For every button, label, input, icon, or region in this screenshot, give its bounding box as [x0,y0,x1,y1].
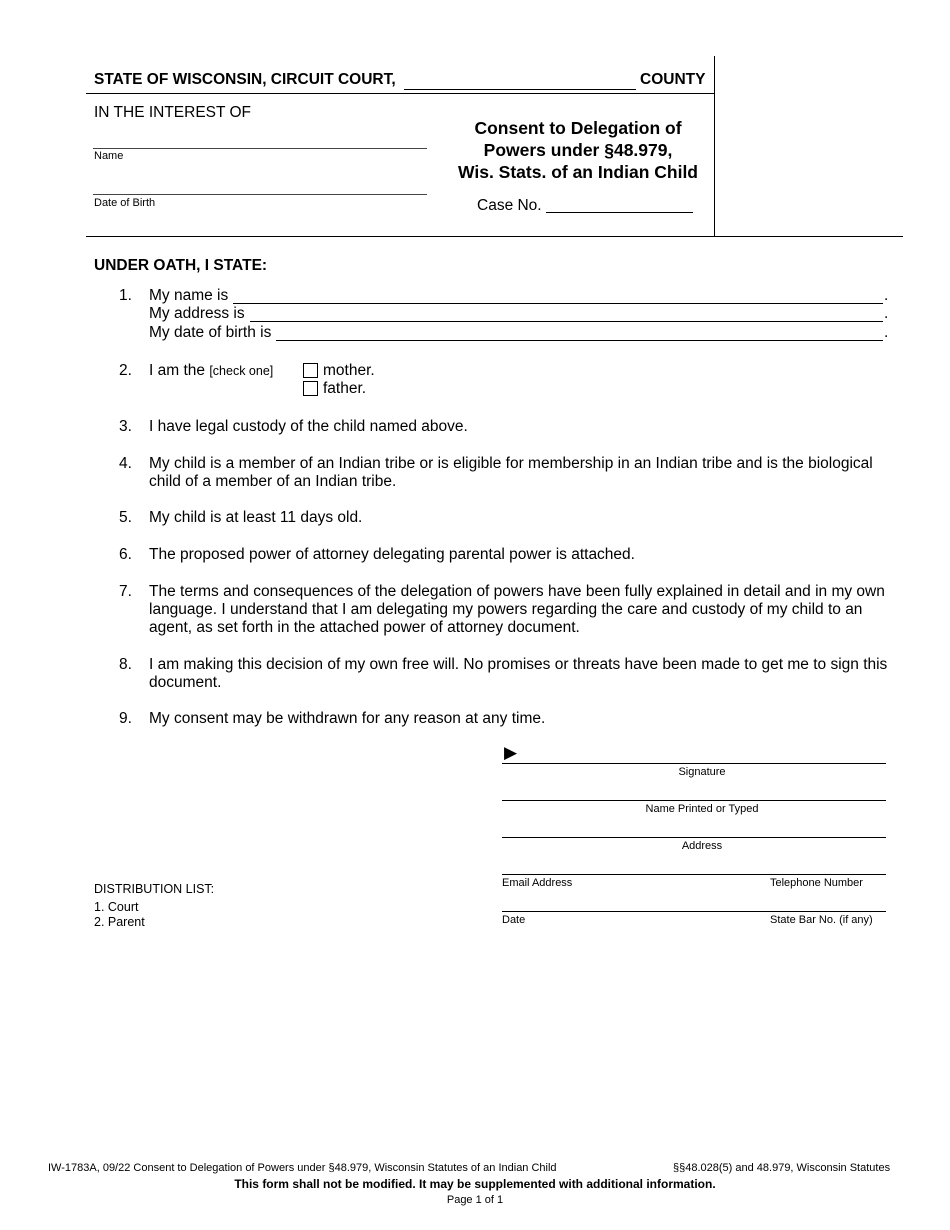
parent-role-text: I am the [149,362,205,379]
child-dob-input-line[interactable] [93,194,427,195]
county-label: COUNTY [640,71,706,88]
state-bar-label: State Bar No. (if any) [770,914,873,926]
telephone-label: Telephone Number [770,877,863,889]
mother-option-label: mother. [323,362,375,379]
signature-label: Signature [678,766,726,778]
mother-checkbox[interactable] [303,363,318,378]
email-label: Email Address [502,877,573,889]
check-one-hint: [check one] [209,364,274,378]
address-label: Address [681,840,723,852]
item-5-text: My child is at least 11 days old. [149,509,363,526]
my-name-period: . [884,287,889,304]
item-9-text: My consent may be withdrawn for any reason at any time. [149,710,546,727]
sign-here-arrow-icon: ▶ [504,743,518,762]
form-title [440,117,716,183]
child-name-input-line[interactable] [93,148,427,149]
case-no-label: Case No. [477,197,542,214]
item-7-number: 7. [119,583,132,600]
my-name-input-line[interactable] [233,303,883,304]
header-rule-bottom [86,236,903,237]
item-2-number: 2. [119,362,132,379]
footer-notice: This form shall not be modified. It may be supplemented with additional information. [234,1177,716,1191]
form-title-line3: Wis. Stats. of an Indian Child [458,162,698,182]
name-printed-input-line[interactable] [502,800,886,801]
child-dob-label: Date of Birth [94,197,156,209]
child-name-label: Name [94,150,124,162]
item-6-number: 6. [119,546,132,563]
item-1-number: 1. [119,287,132,304]
father-checkbox[interactable] [303,381,318,396]
item-4-number: 4. [119,455,132,472]
father-option-label: father. [323,380,367,397]
court-line-label: STATE OF WISCONSIN, CIRCUIT COURT, [94,71,396,88]
my-name-label: My name is [149,287,229,304]
item-3-text: I have legal custody of the child named above. [149,418,468,435]
signature-input-line[interactable] [502,763,886,764]
email-telephone-input-line[interactable] [502,874,886,875]
footer-page-number: Page 1 of 1 [446,1194,504,1206]
name-printed-label: Name Printed or Typed [645,803,759,815]
address-input-line[interactable] [502,837,886,838]
my-dob-label: My date of birth is [149,324,272,341]
date-bar-input-line[interactable] [502,911,886,912]
my-dob-input-line[interactable] [276,340,883,341]
date-label: Date [502,914,526,926]
oath-heading: UNDER OATH, I STATE: [94,257,268,274]
item-4-text: My child is a member of an Indian tribe or is eligible for membership in an Indian tribe and is the biological child of a member of an Indian tribe. [149,455,873,490]
my-address-label: My address is [149,305,245,322]
interest-of-label: IN THE INTEREST OF [94,104,252,121]
header-rule-top [86,93,714,94]
my-address-input-line[interactable] [250,321,883,322]
county-input-line[interactable] [404,89,636,90]
item-9-number: 9. [119,710,132,727]
form-title-line2: Powers under §48.979, [483,140,673,160]
case-no-input-line[interactable] [546,212,693,213]
distribution-item-parent: 2. Parent [94,915,145,929]
item-7-text: The terms and consequences of the delegation of powers have been fully explained in detail and in my own language. I understand that I am delegating my powers regarding the care and custody of my child to an agent, as set forth in the attached power of attorney document. [149,583,885,636]
parent-role-label [149,362,273,380]
footer-form-id: IW-1783A, 09/22 Consent to Delegation of Powers under §48.979, Wisconsin Statutes of an Indian Child [48,1162,557,1174]
item-8-text: I am making this decision of my own free will. No promises or threats have been made to get me to sign this document. [149,656,888,691]
distribution-heading: DISTRIBUTION LIST: [94,882,215,896]
item-8-number: 8. [119,656,132,673]
form-title-line1: Consent to Delegation of [474,118,682,138]
item-6-text: The proposed power of attorney delegating parental power is attached. [149,546,635,563]
distribution-item-court: 1. Court [94,900,139,914]
footer-statutes: §§48.028(5) and 48.979, Wisconsin Statutes [673,1162,891,1174]
my-dob-period: . [884,324,889,341]
item-3-number: 3. [119,418,132,435]
my-address-period: . [884,305,889,322]
item-5-number: 5. [119,509,132,526]
